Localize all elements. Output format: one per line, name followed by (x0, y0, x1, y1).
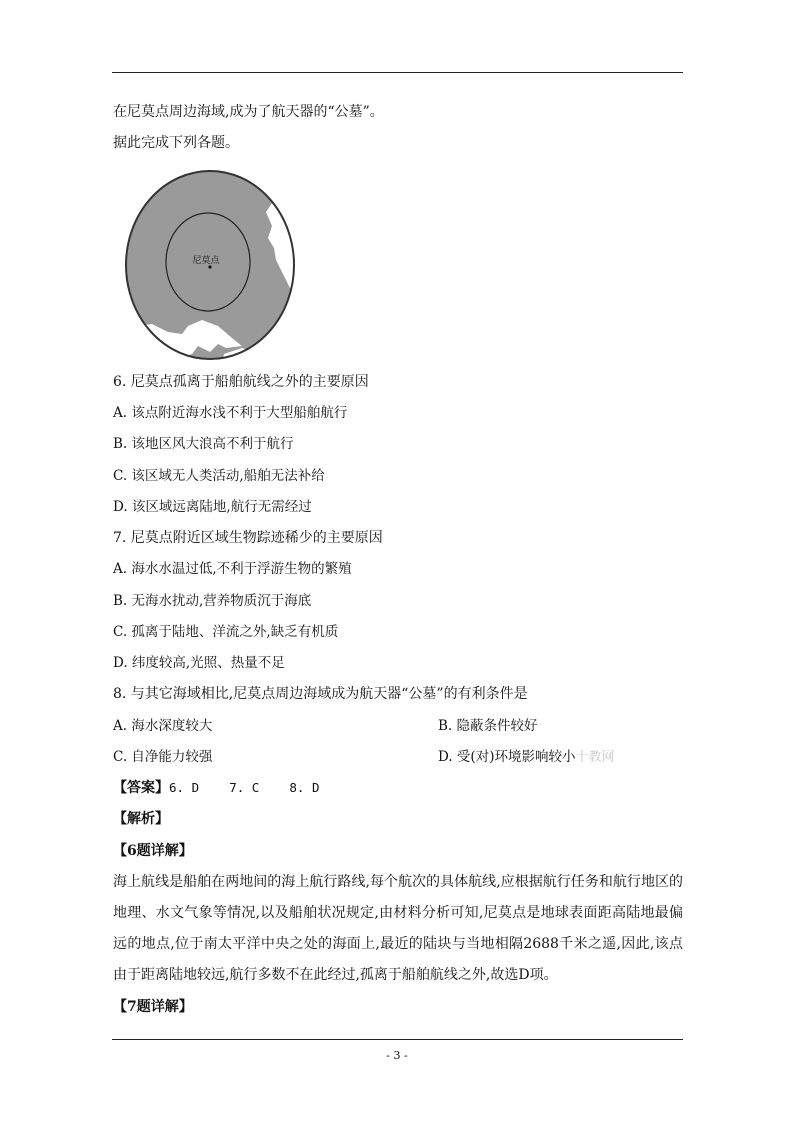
question-8-option-c: C. 自净能力较强 (113, 749, 213, 765)
question-7-option-a: A. 海水水温过低,不利于浮游生物的繁殖 (113, 561, 352, 577)
answer-line (113, 780, 320, 796)
question-8-option-b: B. 隐蔽条件较好 (438, 718, 538, 734)
question-6-stem: 6. 尼莫点孤离于船舶航线之外的主要原因 (113, 374, 369, 390)
header-rule (112, 72, 683, 73)
question-6-option-c: C. 该区域无人类活动,船舶无法补给 (113, 468, 325, 484)
question-7-option-d: D. 纬度较高,光照、热量不足 (113, 655, 285, 671)
intro-line-1: 在尼莫点周边海域,成为了航天器的“公墓”。 (113, 104, 384, 120)
answer-label: 【答案】 (113, 780, 169, 796)
watermark: 十教网 (575, 750, 615, 765)
question-6-option-b: B. 该地区风大浪高不利于航行 (113, 436, 294, 452)
question-7-stem: 7. 尼莫点附近区域生物踪迹稀少的主要原因 (113, 530, 383, 546)
question-8-stem: 8. 与其它海域相比,尼莫点周边海域成为航天器“公墓”的有利条件是 (113, 686, 528, 702)
question-6-option-d: D. 该区域远离陆地,航行无需经过 (113, 499, 312, 515)
footer-rule (112, 1039, 683, 1040)
q6-detail-paragraph: 海上航线是船舶在两地间的海上航行路线,每个航次的具体航线,应根据航行任务和航行地区的地理、水文气象等情况,以及船舶状况规定,由材料分析可知,尼莫点是地球表面距高陆地最偏远的地点,位于南太平洋中央之处的海面上,最近的陆块与当地相隔2688千米之遥,因此,该点由于距离陆地较远,航行多数不在此经过,孤离于船舶航线之外,故选D项。 (113, 874, 683, 983)
question-8-option-a: A. 海水深度较大 (113, 718, 213, 734)
q7-detail-heading: 【7题详解】 (113, 999, 193, 1015)
nemo-point-map (122, 168, 298, 364)
analysis-heading: 【解析】 (113, 811, 169, 827)
question-8-option-d (438, 749, 614, 766)
question-8-option-d-text: D. 受(对)环境影响较小 (438, 749, 576, 765)
intro-line-2: 据此完成下列各题。 (113, 135, 239, 151)
q6-detail-heading: 【6题详解】 (113, 843, 193, 859)
globe-figure (122, 168, 298, 364)
question-7-option-b: B. 无海水扰动,营养物质沉于海底 (113, 593, 312, 609)
nemo-point-label: 尼莫点 (192, 256, 220, 266)
page-number: - 3 - (386, 1049, 408, 1062)
question-6-option-a: A. 该点附近海水浅不利于大型船舶航行 (113, 405, 348, 421)
answer-values: 6. D 7. C 8. D (169, 780, 320, 795)
question-7-option-c: C. 孤离于陆地、洋流之外,缺乏有机质 (113, 624, 339, 640)
